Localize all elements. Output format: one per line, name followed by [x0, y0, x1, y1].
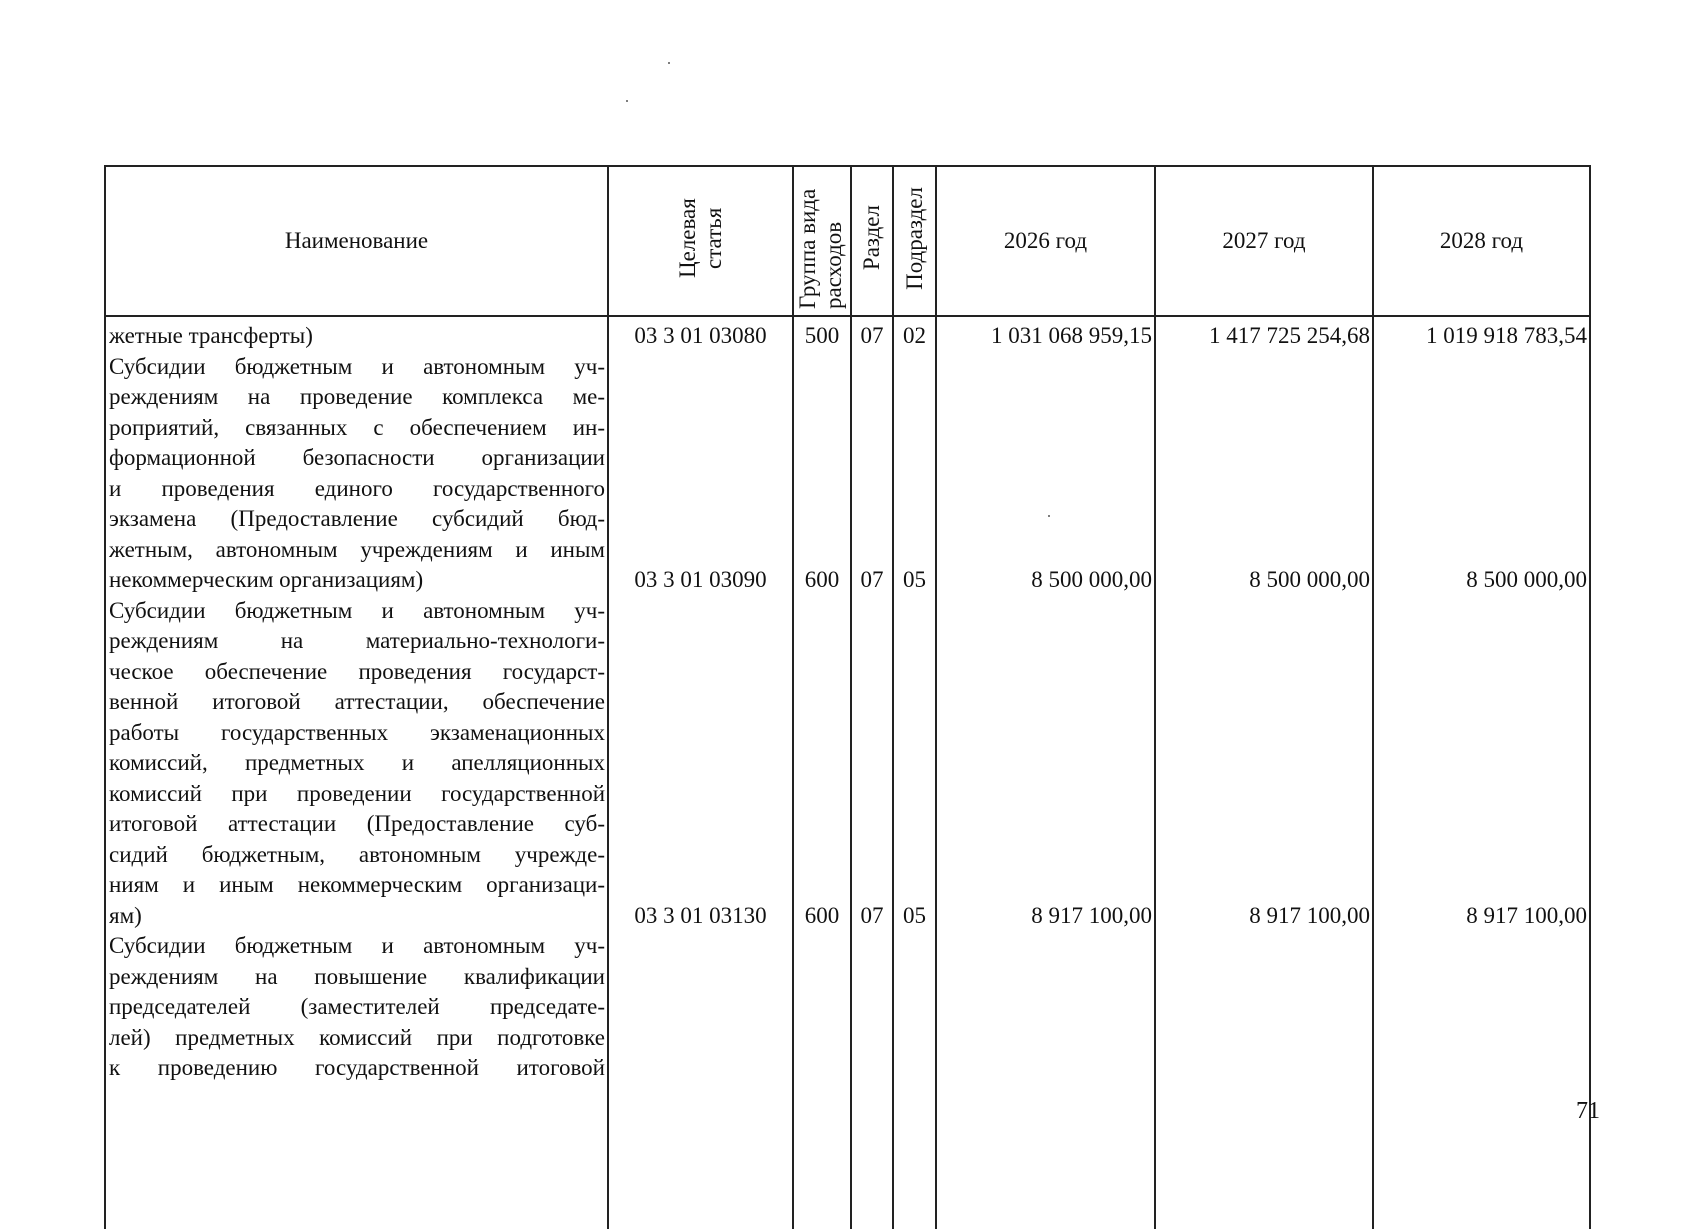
description-line: некоммерческим организациям) [109, 567, 424, 592]
header-section [851, 166, 893, 316]
expense-group-value: 500 [804, 323, 840, 348]
description-line: реждениям на повышение квалификации [109, 963, 605, 989]
amount-2026: 8 500 000,00 [1031, 567, 1152, 592]
header-expense-group [793, 166, 851, 316]
description-line: лей) предметных комиссий при подготовке [109, 1024, 605, 1050]
section-value: 07 [860, 903, 884, 928]
description-line: роприятий, связанных с обеспечением ин- [109, 414, 605, 440]
description-line: и проведения единого государственного [109, 475, 605, 501]
expense-group-value: 600 [804, 567, 840, 592]
header-subsection [893, 166, 936, 316]
table-header-row [105, 166, 1590, 316]
description-line: ям) [109, 902, 142, 928]
description-line: сидий бюджетным, автономным учрежде- [109, 841, 605, 867]
header-name-label: Наименование [284, 228, 429, 253]
description-line: ниям и иным некоммерческим организаци- [109, 872, 605, 897]
target-article-value: 03 3 01 03130 [634, 903, 767, 928]
target-article-value: 03 3 01 03080 [634, 323, 767, 348]
description-line: ческое обеспечение проведения государст- [109, 658, 605, 684]
description-line: жетным, автономным учреждениям и иным [109, 536, 605, 562]
subsection-column [893, 316, 936, 1229]
header-section-label: Раздел [859, 205, 884, 271]
description-line: жетные трансферты) [109, 323, 313, 348]
header-year-2028-label: 2028 год [1439, 228, 1524, 253]
expense-group-column [793, 316, 851, 1229]
subsection-value: 05 [903, 903, 926, 928]
header-year-2026 [936, 166, 1155, 316]
description-line: формационной безопасности организации [109, 445, 605, 470]
target-article-value: 03 3 01 03090 [634, 567, 767, 592]
section-column [851, 316, 893, 1229]
description-line: работы государственных экзаменационных [109, 719, 605, 745]
description-line: итоговой аттестации (Предоставление суб- [109, 811, 605, 836]
scan-speck [626, 100, 628, 102]
header-target-article-label: Целевая статья [674, 198, 726, 278]
amount-2028: 8 500 000,00 [1466, 567, 1587, 592]
amount-2027: 8 917 100,00 [1249, 903, 1370, 928]
header-year-2027-label: 2027 год [1222, 228, 1306, 253]
description-line: председателей (заместителей председате- [109, 994, 605, 1019]
section-value: 07 [860, 323, 884, 348]
amount-2026: 8 917 100,00 [1031, 903, 1152, 928]
header-target-article [608, 166, 793, 316]
amount-2027: 1 417 725 254,68 [1209, 323, 1370, 348]
description-line: Субсидии бюджетным и автономным уч- [109, 933, 605, 958]
year-2028-column [1373, 316, 1590, 1229]
scan-speck [668, 62, 670, 64]
amount-2026: 1 031 068 959,15 [991, 323, 1152, 348]
description-line: венной итоговой аттестации, обеспечение [109, 689, 605, 714]
header-expense-group-label: Группа вида расходов [795, 188, 846, 309]
section-value: 07 [860, 567, 884, 592]
description-line: комиссий при проведении государственной [109, 780, 605, 806]
description-line: экзамена (Предоставление субсидий бюд- [109, 506, 605, 531]
description-line: к проведению государственной итоговой [109, 1055, 605, 1080]
header-year-2027 [1155, 166, 1373, 316]
subsection-value: 05 [903, 567, 926, 592]
header-year-2026-label: 2026 год [1003, 228, 1088, 253]
amount-2028: 1 019 918 783,54 [1426, 323, 1587, 348]
header-year-2028 [1373, 166, 1590, 316]
subsection-value: 02 [903, 323, 926, 348]
budget-table [104, 165, 1591, 1229]
description-line: Субсидии бюджетным и автономным уч- [109, 597, 605, 623]
expense-group-value: 600 [804, 903, 840, 928]
name-column-cell [105, 316, 608, 1229]
amount-2027: 8 500 000,00 [1249, 567, 1370, 592]
table-body-row [105, 316, 1590, 1229]
description-line: комиссий, предметных и апелляционных [109, 750, 605, 775]
target-article-column [608, 316, 793, 1229]
amount-2028: 8 917 100,00 [1466, 903, 1587, 928]
header-name [105, 166, 608, 316]
year-2027-column [1155, 316, 1373, 1229]
page-number: 71 [1576, 1098, 1600, 1124]
description-line: Субсидии бюджетным и автономным уч- [109, 353, 605, 379]
name-text-block [109, 321, 605, 1084]
year-2026-column [936, 316, 1155, 1229]
description-line: реждениям на проведение комплекса ме- [109, 384, 605, 409]
description-line: реждениям на материально-технологи- [109, 628, 605, 653]
header-subsection-label: Подраздел [901, 186, 927, 290]
